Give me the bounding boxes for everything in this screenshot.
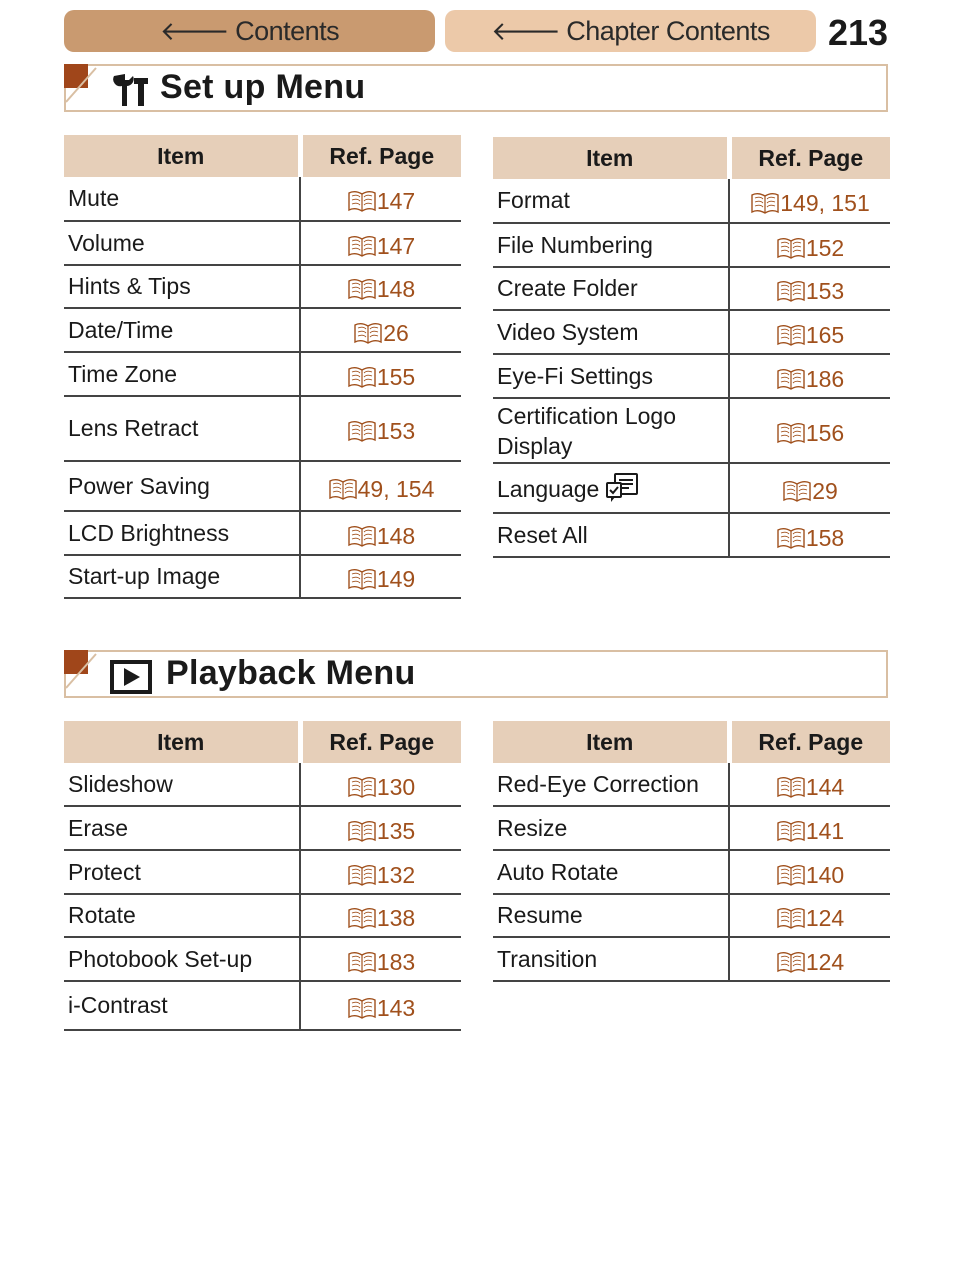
book-icon [347, 235, 377, 257]
book-icon [347, 820, 377, 842]
ref-page-link[interactable] [729, 806, 890, 850]
item-cell [493, 463, 729, 513]
ref-page-link[interactable] [729, 310, 890, 354]
item-label: Hints & Tips [68, 273, 191, 299]
item-label: Video System [497, 318, 639, 345]
item-label: LCD Brightness [68, 519, 230, 546]
ref-page-number: 124 [805, 905, 845, 931]
arrow-left-icon: 🡐 [491, 15, 561, 46]
book-icon [347, 366, 377, 388]
ref-page-link[interactable] [729, 398, 890, 463]
item-label: File Numbering [497, 231, 653, 258]
table-row [493, 850, 890, 894]
table-row [64, 308, 461, 352]
item-label: Time Zone [68, 360, 178, 387]
ref-page-link[interactable] [729, 354, 890, 398]
ref-page-link[interactable] [729, 850, 890, 894]
ref-page-link[interactable] [300, 308, 461, 352]
ref-page-number: 140 [805, 861, 845, 888]
item-cell [493, 267, 729, 310]
item-label: Language [497, 476, 600, 502]
item-cell [64, 806, 300, 850]
column-header-ref: Ref. Page [729, 721, 890, 763]
ref-page-link[interactable] [300, 221, 461, 265]
playback-menu-title: Playback Menu [166, 654, 416, 692]
ref-page-number: 153 [805, 278, 845, 304]
book-icon [353, 322, 383, 344]
item-label: Mute [68, 185, 120, 211]
book-icon [776, 820, 806, 842]
chapter-contents-label: Chapter Contents [566, 15, 770, 46]
book-icon [782, 480, 812, 502]
item-label: Reset All [497, 521, 588, 548]
ref-page-link[interactable] [729, 894, 890, 937]
ref-page-link[interactable] [300, 555, 461, 598]
book-icon [347, 951, 377, 973]
item-label: Resize [497, 814, 568, 841]
ref-page-number: 148 [376, 276, 416, 302]
item-label: Transition [497, 945, 598, 972]
ref-page-number: 183 [376, 948, 416, 975]
book-icon [776, 907, 806, 929]
book-icon [776, 280, 806, 302]
book-icon [776, 422, 806, 444]
item-label: Erase [68, 814, 129, 841]
ref-page-number: 130 [376, 773, 416, 800]
ref-page-number: 158 [805, 524, 845, 551]
table-row [493, 463, 890, 513]
ref-page-number: 135 [376, 817, 416, 844]
ref-page-link[interactable] [729, 179, 890, 223]
ref-page-link[interactable] [300, 937, 461, 981]
ref-page-number: 152 [805, 234, 845, 261]
item-label: Auto Rotate [497, 858, 619, 885]
book-icon [776, 368, 806, 390]
table-row [493, 763, 890, 806]
item-cell [64, 511, 300, 555]
book-icon [347, 525, 377, 547]
ref-page-number: 153 [376, 418, 416, 444]
book-icon [776, 324, 806, 346]
column-header-ref: Ref. Page [300, 721, 461, 763]
ref-page-number: 49, 154 [357, 475, 435, 502]
item-label: Red-Eye Correction [497, 770, 699, 797]
ref-page-number: 144 [805, 773, 845, 800]
book-icon [347, 997, 377, 1019]
item-cell [64, 177, 300, 221]
book-icon [776, 951, 806, 973]
column-header-ref: Ref. Page [729, 137, 890, 179]
item-cell [493, 179, 729, 223]
playback-table-right [493, 721, 890, 982]
ref-page-number: 165 [805, 321, 845, 348]
book-icon [347, 568, 377, 590]
ref-page-link[interactable] [729, 463, 890, 513]
book-icon [328, 478, 358, 500]
table-row [64, 461, 461, 511]
ref-page-number: 147 [376, 232, 416, 259]
column-header-item: Item [493, 137, 729, 179]
table-row [64, 937, 461, 981]
playback-table-left [64, 721, 461, 1031]
ref-page-link[interactable] [300, 177, 461, 221]
ref-page-link[interactable] [729, 937, 890, 981]
ref-page-number: 26 [383, 319, 409, 346]
chapter-contents-button[interactable] [445, 10, 816, 52]
contents-button[interactable] [64, 10, 435, 52]
item-label: Date/Time [68, 316, 174, 343]
column-header-ref: Ref. Page [300, 135, 461, 177]
item-cell [493, 223, 729, 267]
ref-page-number: 138 [376, 905, 416, 931]
book-icon [347, 776, 377, 798]
item-cell [64, 221, 300, 265]
item-cell [493, 513, 729, 557]
ref-page-number: 148 [376, 522, 416, 549]
item-label: Photobook Set-up [68, 945, 253, 972]
table-row [64, 981, 461, 1030]
book-icon [347, 907, 377, 929]
table-row [493, 267, 890, 310]
item-label: Create Folder [497, 275, 638, 301]
table-row [493, 806, 890, 850]
table-row [64, 806, 461, 850]
book-icon [776, 237, 806, 259]
book-icon [347, 190, 377, 212]
item-label: Power Saving [68, 472, 210, 499]
setup-table-right [493, 137, 890, 558]
item-cell [64, 763, 300, 806]
book-icon [347, 420, 377, 442]
ref-page-link[interactable] [300, 763, 461, 806]
table-row [64, 396, 461, 461]
column-header-item: Item [64, 135, 300, 177]
item-label: Resume [497, 902, 583, 928]
item-label: Start-up Image [68, 563, 221, 589]
ref-page-number: 143 [376, 995, 416, 1021]
ref-page-link[interactable] [729, 763, 890, 806]
table-row [64, 763, 461, 806]
ref-page-number: 141 [805, 817, 845, 844]
book-icon [750, 192, 780, 214]
table-row [64, 177, 461, 221]
item-cell [493, 894, 729, 937]
table-row [493, 179, 890, 223]
item-cell [493, 763, 729, 806]
ref-page-link[interactable] [300, 265, 461, 308]
table-row [493, 354, 890, 398]
item-label: Format [497, 187, 570, 213]
item-label: Rotate [68, 902, 136, 928]
ref-page-link[interactable] [729, 223, 890, 267]
ref-page-number: 147 [376, 188, 416, 214]
item-cell [64, 981, 300, 1030]
item-label: Slideshow [68, 770, 173, 797]
item-cell [64, 308, 300, 352]
item-cell [493, 398, 729, 463]
table-row [493, 937, 890, 981]
item-cell [64, 894, 300, 937]
ref-page-number: 29 [812, 477, 838, 504]
item-cell [64, 396, 300, 461]
ref-page-number: 155 [376, 363, 416, 390]
table-row [64, 850, 461, 894]
ref-page-number: 186 [805, 365, 845, 392]
ref-page-number: 132 [376, 861, 416, 888]
table-row [64, 265, 461, 308]
table-row [493, 398, 890, 463]
table-row [64, 221, 461, 265]
book-icon [776, 527, 806, 549]
column-header-item: Item [493, 721, 729, 763]
item-cell [493, 310, 729, 354]
item-cell [493, 850, 729, 894]
ref-page-number: 149 [376, 566, 416, 592]
table-row [493, 513, 890, 557]
page-number: 213 [828, 12, 889, 53]
ref-page-link[interactable] [300, 511, 461, 555]
item-label: i-Contrast [68, 992, 168, 1018]
setup-table-left [64, 135, 461, 599]
item-cell [64, 850, 300, 894]
table-row [493, 223, 890, 267]
setup-menu-title: Set up Menu [160, 68, 366, 106]
item-cell [64, 352, 300, 396]
column-header-item: Item [64, 721, 300, 763]
item-cell [493, 806, 729, 850]
item-label: Certification Logo Display [497, 402, 676, 459]
ref-page-link[interactable] [300, 352, 461, 396]
contents-label: Contents [235, 15, 340, 46]
item-label: Volume [68, 229, 145, 256]
table-row [493, 310, 890, 354]
playback-section-header [64, 650, 888, 698]
book-icon [776, 776, 806, 798]
book-icon [347, 864, 377, 886]
item-label: Eye-Fi Settings [497, 362, 653, 389]
ref-page-link[interactable] [300, 396, 461, 461]
table-row [64, 352, 461, 396]
item-cell [493, 354, 729, 398]
ref-page-number: 156 [805, 420, 845, 446]
ref-page-link[interactable] [300, 461, 461, 511]
ref-page-link[interactable] [729, 513, 890, 557]
setup-section-header [64, 64, 888, 112]
ref-page-number: 149, 151 [780, 190, 870, 216]
table-row [64, 511, 461, 555]
table-row [64, 894, 461, 937]
item-cell [493, 937, 729, 981]
item-cell [64, 555, 300, 598]
play-icon [110, 658, 152, 694]
table-row [64, 555, 461, 598]
ref-page-link[interactable] [300, 894, 461, 937]
item-label: Protect [68, 858, 141, 885]
ref-page-link[interactable] [300, 850, 461, 894]
language-icon [605, 473, 639, 503]
book-icon [776, 864, 806, 886]
item-cell [64, 265, 300, 308]
ref-page-link[interactable] [729, 267, 890, 310]
ref-page-link[interactable] [300, 806, 461, 850]
tools-icon [110, 72, 152, 108]
ref-page-link[interactable] [300, 981, 461, 1030]
book-icon [347, 278, 377, 300]
item-cell [64, 461, 300, 511]
table-row [493, 894, 890, 937]
ref-page-number: 124 [805, 948, 845, 975]
item-cell [64, 937, 300, 981]
arrow-left-icon: 🡐 [159, 15, 230, 46]
item-label: Lens Retract [68, 415, 199, 441]
